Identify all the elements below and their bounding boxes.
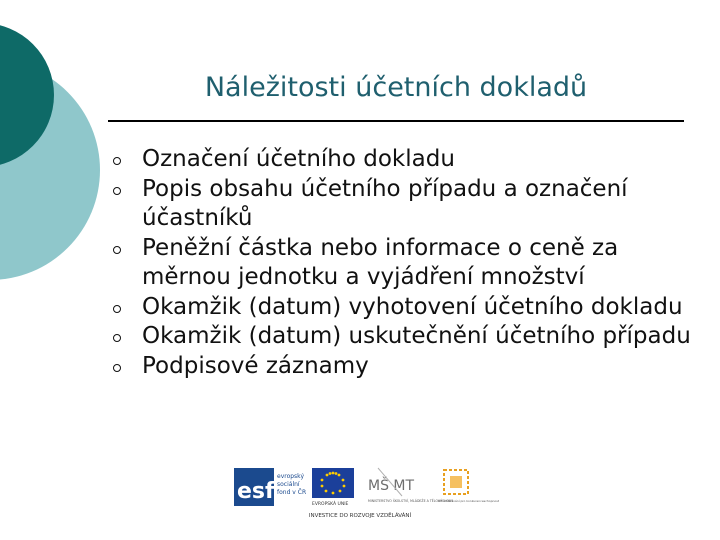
esf-text-1: evropský [277,473,304,480]
list-item: Popis obsahu účetního případu a označení účastníků [113,175,693,234]
list-item: Podpisové záznamy [113,352,693,382]
title-divider [108,120,684,122]
list-item: Okamžik (datum) vyhotovení účetního dokladu [113,293,693,323]
esf-text-2: sociální [277,481,300,488]
eu-flag-logo [312,468,354,507]
decorative-circles [0,0,120,300]
esf-logo [234,468,306,506]
footer-slogan: INVESTICE DO ROZVOJE VZDĚLÁVÁNÍ [308,513,412,519]
msmt-caption: MINISTERSTVO ŠKOLSTVÍ, MLÁDEŽE A TĚLOVÝCHOVY [368,499,454,503]
list-item: Peněžní částka nebo informace o ceně za měrnou jednotku a vyjádření množství [113,234,693,293]
eu-caption: EVROPSKÁ UNIE [312,502,349,507]
bullet-list [113,145,693,381]
opvk-caption: OP Vzdělávání pro konkurenceschopnost [438,499,499,503]
op-vk-logo [438,470,500,503]
bullet-icon [113,364,121,372]
bullet-icon [113,305,121,313]
list-item: Okamžik (datum) uskutečnění účetního případu [113,322,693,352]
footer-logos [232,464,499,520]
bullet-icon [113,334,121,342]
bullet-icon [113,246,121,254]
esf-text-3: fond v ČR [277,489,307,496]
list-item: Označení účetního dokladu [113,145,693,175]
msmt-mark: MŠ MT [368,478,415,494]
esf-mark: esf [237,479,275,504]
bullet-icon [113,157,121,165]
bullet-icon [113,187,121,195]
msmt-logo [368,468,453,503]
slide-title: Náležitosti účetních dokladů [204,72,588,103]
